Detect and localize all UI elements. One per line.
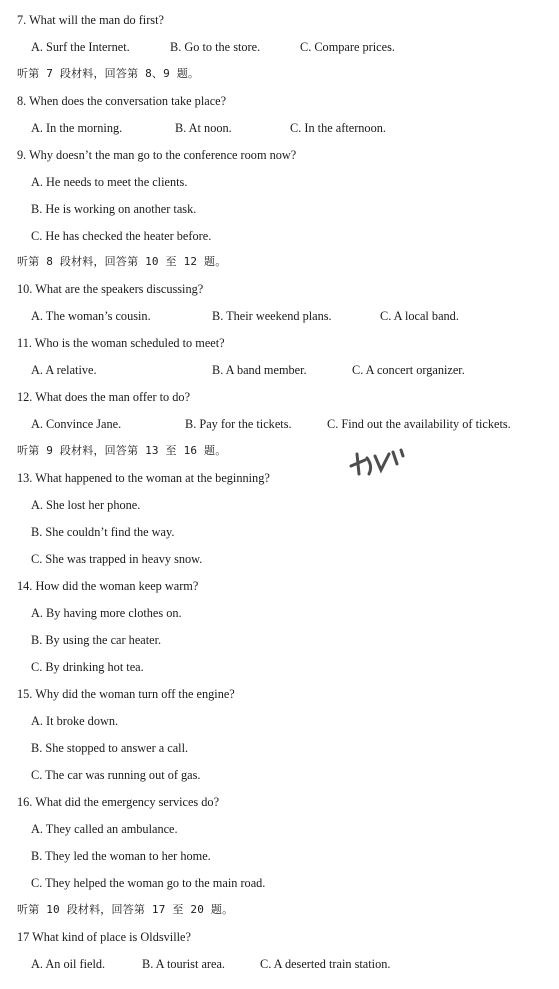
answer-option: C. A deserted train station. (260, 957, 391, 971)
answer-option: C. She was trapped in heavy snow. (31, 552, 203, 566)
answer-option: B. Their weekend plans. (212, 309, 332, 323)
question-text: 13. What happened to the woman at the beginning? (17, 471, 270, 485)
question-text: 16. What did the emergency services do? (17, 795, 220, 809)
question-text: 14. How did the woman keep warm? (17, 579, 199, 593)
answer-option: B. He is working on another task. (31, 202, 197, 216)
answer-option: B. At noon. (175, 121, 232, 135)
question-text: 8. When does the conversation take place? (17, 94, 227, 108)
answer-option: A. A relative. (31, 363, 97, 377)
answer-option: B. They led the woman to her home. (31, 849, 211, 863)
option-row (0, 306, 559, 326)
answer-option: A. She lost her phone. (31, 498, 141, 512)
answer-option: B. She stopped to answer a call. (31, 741, 189, 755)
answer-option: C. In the afternoon. (290, 121, 386, 135)
answer-option: B. Go to the store. (170, 40, 261, 54)
section-instruction: 听第 9 段材料，回答第 13 至 16 题。 (17, 444, 227, 457)
option-row (0, 414, 559, 434)
answer-option: A. It broke down. (31, 714, 119, 728)
section-instruction: 听第 10 段材料，回答第 17 至 20 题。 (17, 903, 234, 916)
answer-option: C. He has checked the heater before. (31, 229, 212, 243)
option-row (0, 954, 559, 974)
answer-option: B. By using the car heater. (31, 633, 162, 647)
answer-option: B. She couldn’t find the way. (31, 525, 175, 539)
answer-option: A. In the morning. (31, 121, 123, 135)
watermark-scribble (345, 446, 415, 480)
answer-option: A. An oil field. (31, 957, 106, 971)
option-row (0, 37, 559, 57)
section-instruction: 听第 7 段材料，回答第 8、9 题。 (17, 67, 200, 80)
answer-option: A. Convince Jane. (31, 417, 122, 431)
answer-option: A. They called an ambulance. (31, 822, 178, 836)
answer-option: C. The car was running out of gas. (31, 768, 201, 782)
answer-option: A. Surf the Internet. (31, 40, 130, 54)
section-instruction: 听第 8 段材料，回答第 10 至 12 题。 (17, 255, 227, 268)
option-row (0, 118, 559, 138)
question-text: 15. Why did the woman turn off the engine? (17, 687, 235, 701)
answer-option: C. A local band. (380, 309, 459, 323)
answer-option: A. By having more clothes on. (31, 606, 182, 620)
question-text: 17 What kind of place is Oldsville? (17, 930, 191, 944)
answer-option: A. He needs to meet the clients. (31, 175, 188, 189)
answer-option: C. A concert organizer. (352, 363, 465, 377)
question-text: 7. What will the man do first? (17, 13, 164, 27)
option-row (0, 360, 559, 380)
answer-option: B. Pay for the tickets. (185, 417, 292, 431)
answer-option: B. A tourist area. (142, 957, 225, 971)
question-text: 10. What are the speakers discussing? (17, 282, 204, 296)
answer-option: C. Compare prices. (300, 40, 395, 54)
answer-option: C. They helped the woman go to the main road. (31, 876, 266, 890)
question-text: 9. Why doesn’t the man go to the conference room now? (17, 148, 297, 162)
answer-option: C. Find out the availability of tickets. (327, 417, 511, 431)
answer-option: C. By drinking hot tea. (31, 660, 144, 674)
question-text: 12. What does the man offer to do? (17, 390, 191, 404)
answer-option: B. A band member. (212, 363, 307, 377)
question-text: 11. Who is the woman scheduled to meet? (17, 336, 225, 350)
answer-option: A. The woman’s cousin. (31, 309, 151, 323)
